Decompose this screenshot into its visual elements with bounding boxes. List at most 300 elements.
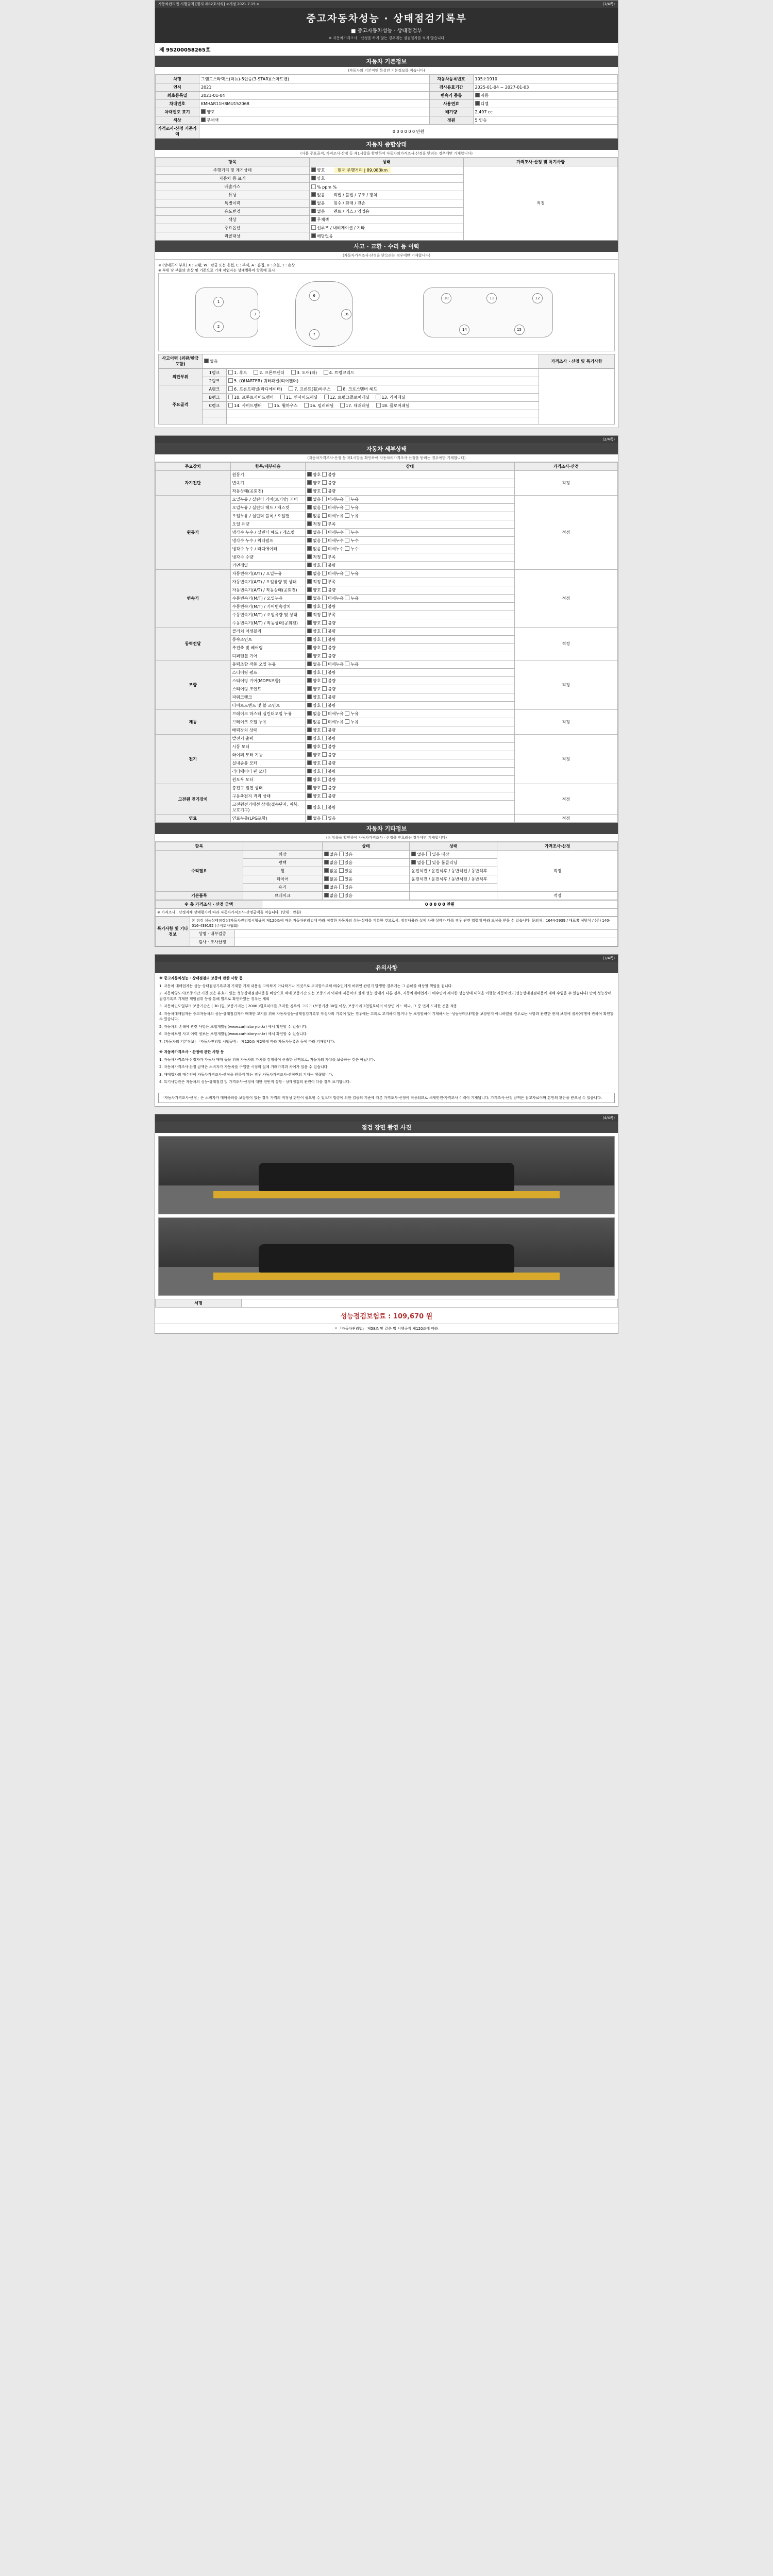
overall-row-state[interactable]	[310, 232, 464, 241]
checkbox-label: 불량	[328, 637, 336, 642]
overall-row-state[interactable]	[310, 191, 464, 199]
damage-marker[interactable]: 2	[213, 321, 224, 332]
other-item-label: 외장	[243, 851, 322, 859]
checkbox-없음[interactable]	[307, 538, 312, 543]
checkbox-label: 없음	[313, 816, 322, 821]
other-item2-label: 내장	[441, 852, 449, 857]
topbar-right: (1/4쪽)	[602, 2, 615, 6]
checkbox-option[interactable]	[311, 225, 316, 230]
checkbox-part[interactable]	[228, 395, 233, 399]
detail-item-state[interactable]	[306, 710, 515, 718]
other-col-head-item	[243, 842, 322, 851]
detail-item-state[interactable]	[306, 718, 515, 726]
sign-value	[242, 1299, 618, 1308]
row-label: 연식	[156, 83, 199, 92]
other-item-state[interactable]	[322, 867, 410, 875]
other-item2-label: 룸클리닝	[441, 860, 458, 865]
checkbox-part[interactable]	[228, 370, 233, 375]
checkbox-양호[interactable]	[307, 629, 312, 633]
checkbox-불량[interactable]	[322, 769, 327, 773]
checkbox-양호[interactable]	[307, 727, 312, 732]
parts-rank: 2랭크	[203, 377, 227, 385]
checkbox-label: 양호	[313, 637, 322, 642]
detail-group-label: 조향	[156, 660, 231, 710]
checkbox-양호[interactable]	[307, 488, 312, 493]
detail-item-label: 동력조향 작동 오일 누유	[230, 660, 306, 669]
checkbox-option[interactable]	[311, 209, 316, 213]
checkbox-label: 없음	[313, 497, 322, 502]
detail-item-state[interactable]	[306, 504, 515, 512]
detail-item-state[interactable]	[306, 677, 515, 685]
detail-item-label: 파워크랭크	[230, 693, 306, 702]
checkbox-있음[interactable]	[339, 893, 344, 897]
checkbox-없음[interactable]	[324, 852, 329, 856]
checkbox-없음[interactable]	[411, 860, 416, 865]
checkbox-있음[interactable]	[339, 885, 344, 889]
checkbox-양호[interactable]	[307, 752, 312, 757]
checkbox-누유[interactable]	[345, 513, 349, 518]
checkbox-미세누수[interactable]	[322, 538, 327, 543]
checkbox-part[interactable]	[228, 386, 233, 391]
detail-item-state[interactable]	[306, 815, 515, 823]
checkbox-part[interactable]	[376, 403, 381, 408]
detail-item-state[interactable]	[306, 619, 515, 628]
checkbox-양호[interactable]	[307, 793, 312, 798]
checkbox-불량[interactable]	[322, 604, 327, 608]
checkbox-미세누유[interactable]	[322, 571, 327, 575]
detail-item-state[interactable]	[306, 751, 515, 759]
parts-items[interactable]	[227, 377, 539, 385]
table-row	[156, 660, 618, 669]
overall-value: 적법 / 불법 / 구조 / 장치	[333, 193, 378, 197]
detail-item-state[interactable]	[306, 768, 515, 776]
checkbox-미세누수[interactable]	[322, 530, 327, 534]
checkbox-part[interactable]	[291, 370, 296, 375]
checkbox-part[interactable]	[228, 403, 233, 408]
checkbox-part[interactable]	[324, 370, 328, 375]
section-accident-title: 사고 · 교환 · 수리 등 이력	[155, 241, 618, 252]
checkbox-option[interactable]	[311, 192, 316, 197]
detail-item-label: 브레이크 마스터 실린더오일 누유	[230, 710, 306, 718]
detail-item-state[interactable]	[306, 471, 515, 479]
detail-item-state[interactable]	[306, 628, 515, 636]
checkbox-part[interactable]	[304, 403, 309, 408]
checkbox-label: 양호	[313, 744, 322, 749]
parts-items[interactable]	[227, 402, 539, 410]
checkbox-누유[interactable]	[345, 711, 349, 716]
checkbox-part[interactable]	[228, 378, 233, 383]
detail-note: 적정	[514, 815, 617, 823]
checkbox-양호[interactable]	[307, 480, 312, 485]
checkbox-미세누유[interactable]	[322, 719, 327, 724]
detail-item-state[interactable]	[306, 487, 515, 496]
checkbox-label: 없음	[313, 596, 322, 601]
checkbox-없음[interactable]	[307, 711, 312, 716]
checkbox-양호[interactable]	[307, 645, 312, 650]
overall-row-state[interactable]	[310, 208, 464, 216]
checkbox-부족[interactable]	[322, 521, 327, 526]
checkbox-양호[interactable]	[307, 777, 312, 782]
detail-item-state[interactable]	[306, 801, 515, 815]
detail-item-state[interactable]	[306, 562, 515, 570]
damage-marker[interactable]: 16	[341, 309, 351, 319]
detail-item-state[interactable]	[306, 660, 515, 669]
checkbox-있음[interactable]	[339, 852, 344, 856]
checkbox-있음[interactable]	[339, 868, 344, 873]
checkbox-불량[interactable]	[322, 793, 327, 798]
checkbox-label: 양호	[313, 769, 322, 774]
checkbox-있음[interactable]	[426, 860, 431, 865]
parts-items-empty	[227, 410, 539, 417]
detail-item-label: 오일누유 / 실린더 블록 / 오일팬	[230, 512, 306, 520]
checkbox-option[interactable]	[311, 217, 316, 222]
checkbox-양호[interactable]	[307, 686, 312, 691]
checkbox-양호[interactable]	[307, 703, 312, 707]
checkbox-있음[interactable]	[339, 860, 344, 865]
checkbox-불량[interactable]	[322, 637, 327, 641]
checkbox-불량[interactable]	[322, 686, 327, 691]
detail-item-state[interactable]	[306, 479, 515, 487]
checkbox-적정[interactable]	[307, 521, 312, 526]
checkbox-part[interactable]	[289, 386, 293, 391]
checkbox-없음[interactable]	[307, 546, 312, 551]
checkbox-part[interactable]	[268, 403, 273, 408]
checkbox-불량[interactable]	[322, 480, 327, 485]
detail-item-state[interactable]	[306, 776, 515, 784]
other-item-state[interactable]	[322, 884, 410, 892]
color-label: 색상	[156, 116, 199, 125]
checkbox-양호[interactable]	[307, 587, 312, 592]
checkbox-vin-ok[interactable]	[201, 109, 206, 114]
detail-item-state[interactable]	[306, 735, 515, 743]
damage-marker[interactable]: 6	[309, 291, 320, 301]
detail-item-label: 스티어링 펌프	[230, 669, 306, 677]
detail-item-state[interactable]	[306, 726, 515, 735]
parts-items[interactable]	[227, 385, 539, 394]
checkbox-label: 불량	[328, 736, 336, 741]
checkbox-없음[interactable]	[307, 530, 312, 534]
detail-item-state[interactable]	[306, 512, 515, 520]
overall-selected: 없음	[317, 193, 325, 197]
checkbox-미세누유[interactable]	[322, 513, 327, 518]
checkbox-양호[interactable]	[307, 653, 312, 658]
checkbox-불량[interactable]	[322, 694, 327, 699]
checkbox-적정[interactable]	[307, 612, 312, 617]
checkbox-label: 불량	[328, 753, 336, 757]
detail-item-label: 작동상태(공회전)	[230, 487, 306, 496]
checkbox-누유[interactable]	[345, 662, 349, 666]
checkbox-label: 불량	[328, 646, 336, 650]
checkbox-없음[interactable]	[324, 876, 329, 881]
detail-item-state[interactable]	[306, 520, 515, 529]
checkbox-없음[interactable]	[307, 505, 312, 510]
parts-items[interactable]	[227, 394, 539, 402]
checkbox-불량[interactable]	[322, 629, 327, 633]
checkbox-양호[interactable]	[307, 736, 312, 740]
topbar-right-3: (3/4쪽)	[602, 956, 615, 960]
checkbox-label: 누유	[350, 596, 359, 601]
checkbox-불량[interactable]	[322, 488, 327, 493]
parts-group-1: 외판부위	[159, 369, 203, 385]
row-label: 검사유효기간	[429, 83, 473, 92]
checkbox-부족[interactable]	[322, 612, 327, 617]
checkbox-불량[interactable]	[322, 587, 327, 592]
detail-item-state[interactable]	[306, 759, 515, 768]
checkbox-양호[interactable]	[307, 805, 312, 809]
section-basic-sub: (자동차의 기본적인 특성인 기본정보를 적습니다)	[155, 67, 618, 75]
checkbox-양호[interactable]	[307, 744, 312, 749]
checkbox-part[interactable]	[376, 395, 380, 399]
other-info-table	[155, 842, 618, 900]
checkbox-없음[interactable]	[307, 719, 312, 724]
checkbox-누유[interactable]	[345, 719, 349, 724]
checkbox-양호[interactable]	[307, 472, 312, 477]
displacement-value: 2,497 cc	[473, 108, 617, 116]
other-item-state-2[interactable]: 운전석전 / 운전석후 / 동반석전 / 동반석후	[410, 867, 497, 875]
detail-item-label: 배력장치 상태	[230, 726, 306, 735]
detail-item-state[interactable]	[306, 644, 515, 652]
other-item-state-2[interactable]	[410, 851, 497, 859]
checkbox-part[interactable]	[337, 386, 342, 391]
detail-item-state[interactable]	[306, 537, 515, 545]
checkbox-part[interactable]	[324, 395, 329, 399]
checkbox-미세누유[interactable]	[322, 505, 327, 510]
detail-item-state[interactable]	[306, 603, 515, 611]
checkbox-양호[interactable]	[307, 694, 312, 699]
detail-item-state[interactable]	[306, 586, 515, 595]
detail-item-label: 오일 유량	[230, 520, 306, 529]
detail-item-state[interactable]	[306, 685, 515, 693]
checkbox-미세누유[interactable]	[322, 711, 327, 716]
checkbox-양호[interactable]	[307, 637, 312, 641]
section-overall-title: 자동차 종합상태	[155, 139, 618, 150]
checkbox-누수[interactable]	[345, 538, 349, 543]
checkbox-양호[interactable]	[307, 769, 312, 773]
other-item-state-2[interactable]	[410, 884, 497, 892]
other-group-label: 기본품목	[156, 892, 243, 900]
overall-row-state[interactable]	[310, 199, 464, 208]
checkbox-auto[interactable]	[475, 93, 480, 97]
detail-item-state[interactable]	[306, 636, 515, 644]
damage-marker[interactable]: 15	[514, 325, 525, 335]
checkbox-label: 누유	[350, 497, 359, 502]
checkbox-part[interactable]	[340, 403, 345, 408]
checkbox-누유[interactable]	[345, 505, 349, 510]
checkbox-label: 없음	[417, 852, 427, 857]
checkbox-불량[interactable]	[322, 760, 327, 765]
other-item-state[interactable]	[322, 875, 410, 884]
detail-item-state[interactable]	[306, 496, 515, 504]
parts-note	[539, 369, 615, 425]
checkbox-없음[interactable]	[307, 497, 312, 501]
checkbox-없음[interactable]	[307, 816, 312, 820]
transmission-value[interactable]	[473, 92, 617, 100]
checkbox-불량[interactable]	[322, 744, 327, 749]
checkbox-양호[interactable]	[307, 563, 312, 567]
detail-item-state[interactable]	[306, 595, 515, 603]
checkbox-있음[interactable]	[322, 816, 327, 820]
other-item-state[interactable]	[322, 859, 410, 867]
detail-item-state[interactable]	[306, 784, 515, 792]
checkbox-option[interactable]	[311, 233, 316, 238]
checkbox-부족[interactable]	[322, 579, 327, 584]
checkbox-없음[interactable]	[307, 662, 312, 666]
overall-row-state[interactable]	[310, 166, 464, 175]
checkbox-없음[interactable]	[324, 885, 329, 889]
parts-items[interactable]	[227, 369, 539, 377]
overall-row-state[interactable]	[310, 216, 464, 224]
checkbox-누수[interactable]	[345, 546, 349, 551]
color-value[interactable]	[199, 116, 430, 125]
overall-row-label: 주요옵션	[156, 224, 310, 232]
checkbox-option[interactable]	[311, 167, 316, 172]
overall-row-state[interactable]	[310, 183, 464, 191]
warning-stamp: 「자동차가격조사·산정」은 소비자가 매매하려를 보장함이 있는 경우 가격의 적정성 판단이 필요할 수 있으며 법령에 의한 검증의 기준에 따른 가격조사·산정이 적용되므로 세세안전·가격조사 이력이 기재됩니다. 가격조사·산정 금액은 참고자료이며 본인의 판단을 받으실 수 있습니다.	[158, 1093, 615, 1104]
damage-marker[interactable]: 3	[250, 309, 260, 319]
accident-value[interactable]	[203, 354, 539, 368]
checkbox-불량[interactable]	[322, 472, 327, 477]
part-label: 14. 사이드멤버	[234, 403, 262, 408]
detail-item-state[interactable]	[306, 693, 515, 702]
checkbox-있음[interactable]	[426, 852, 431, 856]
checkbox-불량[interactable]	[322, 805, 327, 809]
part-label: 11. 인사이드패널	[285, 395, 318, 400]
fuel-value[interactable]	[473, 100, 617, 108]
checkbox-불량[interactable]	[322, 653, 327, 658]
checkbox-없음[interactable]	[307, 513, 312, 518]
checkbox-누유[interactable]	[345, 596, 349, 600]
checkbox-part[interactable]	[280, 395, 285, 399]
checkbox-불량[interactable]	[322, 727, 327, 732]
other-item-state-2[interactable]: 운전석전 / 운전석후 / 동반석전 / 동반석후	[410, 875, 497, 884]
checkbox-diesel[interactable]	[475, 101, 480, 106]
checkbox-불량[interactable]	[322, 563, 327, 567]
row-value: 2021-01-04	[199, 92, 430, 100]
checkbox-누유[interactable]	[345, 497, 349, 501]
topbar-right-4: (4/4쪽)	[602, 1116, 615, 1120]
damage-marker[interactable]: 14	[459, 325, 469, 335]
checkbox-없음[interactable]	[324, 893, 329, 897]
damage-marker[interactable]: 11	[486, 293, 497, 303]
checkbox-불량[interactable]	[322, 736, 327, 740]
detail-item-state[interactable]	[306, 578, 515, 586]
cert-row-value	[235, 930, 618, 938]
checkbox-없음[interactable]	[324, 860, 329, 865]
other-item-label: 유리	[243, 884, 322, 892]
vin-check-value[interactable]	[199, 108, 430, 116]
detail-group-label: 연료	[156, 815, 231, 823]
damage-marker[interactable]: 7	[309, 329, 320, 340]
checkbox-불량[interactable]	[322, 670, 327, 674]
checkbox-양호[interactable]	[307, 760, 312, 765]
checkbox-미세누유[interactable]	[322, 596, 327, 600]
checkbox-label: 있음	[432, 860, 442, 865]
detail-item-state[interactable]	[306, 743, 515, 751]
checkbox-불량[interactable]	[322, 752, 327, 757]
checkbox-label: 없음	[313, 547, 322, 551]
detail-item-state[interactable]	[306, 702, 515, 710]
document-header	[155, 8, 618, 43]
warning-item: 3. 자동차인도일부터 보증기간은 ( 30 )일, 보증거리는 ( 2000 )킬로미터를 초과한 경우의 그리고 (보증기간 30일 이상, 보증거리 2천킬로미터 이상인 어느 하나, 그 중 먼저 도래한 것을 적용	[159, 1004, 457, 1008]
checkbox-없음[interactable]	[411, 852, 416, 856]
checkbox-미세누유[interactable]	[322, 662, 327, 666]
checkbox-none[interactable]	[204, 359, 209, 363]
section-detail-title: 자동차 세부상태	[155, 443, 618, 454]
damage-marker[interactable]: 10	[441, 293, 451, 303]
detail-item-state[interactable]	[306, 529, 515, 537]
lease-value: 0 0 0 0 0 0 만원	[199, 125, 618, 139]
checkbox-없음[interactable]	[307, 571, 312, 575]
checkbox-양호[interactable]	[307, 670, 312, 674]
section-other-title: 자동차 기타정보	[155, 823, 618, 834]
part-label: 17. 대쉬패널	[345, 403, 370, 408]
checkbox-label: 적정	[313, 555, 322, 560]
checkbox-part[interactable]	[254, 370, 258, 375]
car-silhouette-left	[195, 287, 258, 337]
checkbox-불량[interactable]	[322, 620, 327, 625]
detail-item-state[interactable]	[306, 669, 515, 677]
other-item-state-2[interactable]	[410, 892, 497, 900]
checkbox-불량[interactable]	[322, 777, 327, 782]
checkbox-적정[interactable]	[307, 579, 312, 584]
detail-item-state[interactable]	[306, 553, 515, 562]
detail-item-state[interactable]	[306, 611, 515, 619]
checkbox-양호[interactable]	[307, 785, 312, 790]
checkbox-label: 양호	[313, 794, 322, 799]
checkbox-적정[interactable]	[307, 554, 312, 559]
overall-row-state[interactable]	[310, 175, 464, 183]
checkbox-있음[interactable]	[339, 876, 344, 881]
checkbox-양호[interactable]	[307, 678, 312, 683]
overall-row-state[interactable]	[310, 224, 464, 232]
checkbox-option[interactable]	[311, 184, 316, 189]
detail-item-state[interactable]	[306, 570, 515, 578]
checkbox-누수[interactable]	[345, 530, 349, 534]
checkbox-양호[interactable]	[307, 620, 312, 625]
docno-label: 제	[159, 47, 164, 53]
damage-marker[interactable]: 12	[532, 293, 543, 303]
checkbox-누유[interactable]	[345, 571, 349, 575]
other-item-state[interactable]	[322, 851, 410, 859]
detail-item-state[interactable]	[306, 652, 515, 660]
checkbox-불량[interactable]	[322, 678, 327, 683]
checkbox-불량[interactable]	[322, 703, 327, 707]
checkbox-양호[interactable]	[307, 604, 312, 608]
checkbox-없음[interactable]	[324, 868, 329, 873]
checkbox-부족[interactable]	[322, 554, 327, 559]
checkbox-color[interactable]	[201, 117, 206, 122]
detail-item-label: 발전기 출력	[230, 735, 306, 743]
checkbox-불량[interactable]	[322, 785, 327, 790]
checkbox-없음[interactable]	[307, 596, 312, 600]
other-item-state-2[interactable]	[410, 859, 497, 867]
other-item-state[interactable]	[322, 892, 410, 900]
detail-item-state[interactable]	[306, 792, 515, 801]
checkbox-미세누유[interactable]	[322, 497, 327, 501]
checkbox-불량[interactable]	[322, 645, 327, 650]
checkbox-option[interactable]	[311, 176, 316, 180]
checkbox-option[interactable]	[311, 200, 316, 205]
total-table	[155, 900, 618, 917]
detail-item-state[interactable]	[306, 545, 515, 553]
damage-marker[interactable]: 1	[213, 297, 224, 307]
parts-rank-empty	[203, 417, 227, 425]
part-label: 10. 프론트사이드멤버	[234, 395, 274, 400]
cert-head: 특기사항 및 기타정보	[156, 917, 190, 946]
checkbox-미세누수[interactable]	[322, 546, 327, 551]
warning-body	[155, 973, 618, 1090]
part-label: 18. 플로어패널	[381, 403, 410, 408]
